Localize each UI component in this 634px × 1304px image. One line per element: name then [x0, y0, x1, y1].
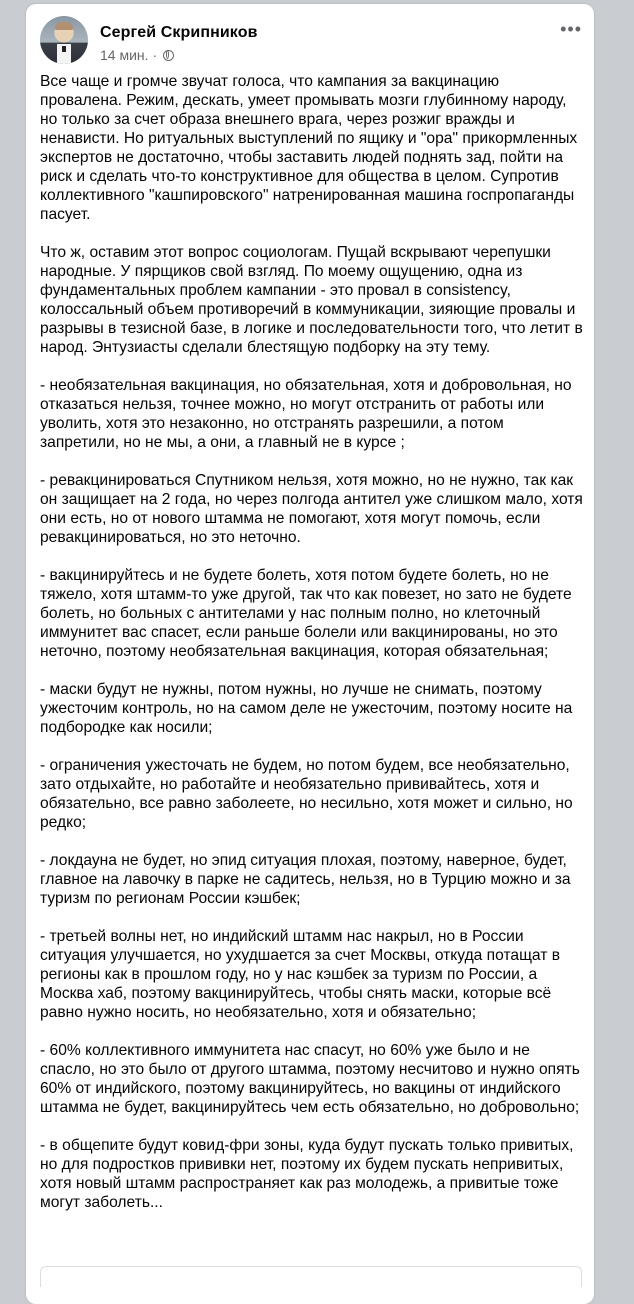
post-paragraph: - ревакцинироваться Спутником нельзя, хотя можно, но не нужно, так как он защищает на 2 года, но через полгода антител уже слишком мало, хотя они есть, но от нового штамма не помогают, хотя могут помочь, если ревакцинироваться, но это неточно.: [40, 472, 583, 546]
post-card: [26, 4, 594, 1304]
author-name[interactable]: Сергей Скрипников: [100, 24, 258, 41]
post-paragraph: - ограничения ужесточать не будем, но потом будем, все необязательно, зато отдыхайте, но работайте и необязательно прививайтесь, хотя и обязательно, все равно заболеете, но несильно, хотя может и сильно, но редко;: [40, 757, 573, 831]
post-paragraph: - третьей волны нет, но индийский штамм нас накрыл, но в России ситуация улучшается, но ухудшается за счет Москвы, откуда потащат в регионы как в прошлом году, но у нас кэшбек за туризм по России, а Москва хаб, поэтому вакцинируйтесь, чтобы снять маски, которые всё равно нужно носить, но необязательно, хотя и обязательно;: [40, 928, 561, 1021]
meta-separator: ·: [152, 47, 158, 63]
post-paragraph: - маски будут не нужны, потом нужны, но лучше не снимать, поэтому ужесточим контроль, но на самом деле не ужесточим, поэтому носите на подбородке как носили;: [40, 681, 573, 736]
post-paragraph: - локдауна не будет, но эпид ситуация плохая, поэтому, наверное, будет, главное на лавочку в парке не садитесь, нельзя, но в Турцию можно и за туризм по регионам России кэшбек;: [40, 852, 571, 907]
post-meta: [100, 47, 174, 63]
avatar[interactable]: [40, 16, 88, 64]
link-preview-card[interactable]: [40, 1266, 582, 1287]
post-paragraph: - необязательная вакцинация, но обязательная, хотя и добровольная, но отказаться нельзя, точнее можно, но могут отстранить от работы или уволить, хотя это незаконно, но отстранять разрешили, а потом запретили, но не мы, а они, а главный не в курсе ;: [40, 377, 572, 451]
more-options-icon[interactable]: •••: [560, 19, 582, 39]
post-time[interactable]: 14 мин.: [100, 47, 149, 63]
globe-icon[interactable]: [163, 50, 174, 61]
avatar-hair: [55, 22, 73, 30]
post-header: [40, 16, 584, 66]
post-paragraph: Все чаще и громче звучат голоса, что кампания за вакцинацию провалена. Режим, дескать, умеет промывать мозги глубинному народу, но только за счет образа внешнего врага, через розжиг вражды и ненависти. Но ритуальных выступлений по ящику и "ора" прикормленных экспертов не достаточно, чтобы заставить людей поднять зад, пойти на риск и сделать что-то конструктивное для общества в целом. Супротив коллективного "кашпировского" натренированная машина госпропаганды пасует.: [40, 73, 578, 223]
post-paragraph: - в общепите будут ковид-фри зоны, куда будут пускать только привитых, но для подростков прививки нет, поэтому их будем пускать непривитых, хотя новый штамм распространяет как раз молодежь, а привитые тоже могут заболеть...: [40, 1137, 574, 1211]
post-paragraph: Что ж, оставим этот вопрос социологам. Пущай вскрывают черепушки народные. У пярщиков свой взгляд. По моему ощущению, одна из фундаментальных проблем кампании - это провал в consistency, колоссальный объем противоречий в коммуникации, зияющие провалы и разрывы в тезисной базе, в логике и последовательности того, что летит в народ. Энтузиасты сделали блестящую подборку на эту тему.: [40, 244, 583, 356]
post-text: [40, 72, 585, 1231]
post-paragraph: - вакцинируйтесь и не будете болеть, хотя потом будете болеть, но не тяжело, хотя штамм-то уже другой, так что как повезет, но зато не будете болеть, но больных с антителами у нас полным полно, но клеточный иммунитет вас спасет, если раньше болели или вакцинированы, но это неточно, поэтому необязательная вакцинация, которая обязательная;: [40, 567, 572, 660]
avatar-tie: [62, 46, 66, 52]
post-paragraph: - 60% коллективного иммунитета нас спасут, но 60% уже было и не спасло, но это было от другого штамма, поэтому несчитово и нужно опять 60% от индийского, поэтому вакцинируйтесь, но вакцины от индийского штамма не будет, вакцинируйтесь чем есть обязательно, но добровольно;: [40, 1042, 580, 1116]
